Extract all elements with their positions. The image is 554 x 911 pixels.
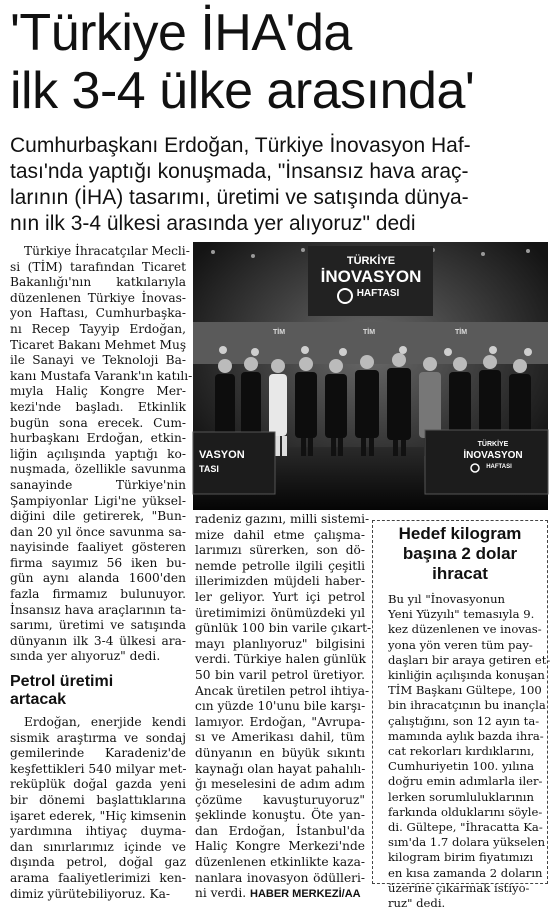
text-line: dünyanın en büyük sıkıntı [195,745,365,760]
sidebar-title [372,524,548,584]
text-line: larımızı sürerken, son dö- [195,543,365,558]
article-column-1 [10,244,193,902]
text-line: Şampiyonlar Ligi'ne yüksel- [10,493,186,508]
left-screen [193,432,275,494]
text-line: çözüme kavuşturuyoruz" [195,792,365,807]
text-line: nemde petrolle ilgili çeşitli [195,558,365,573]
text-line: keşfettikleri 540 milyar met- [10,761,187,776]
event-photo [193,242,548,510]
text-line: dan Erdoğan, İstanbul'da [195,823,365,838]
text-line: ğı meselesini de adım adım [195,777,365,792]
text-line-words: ni verdi. [195,886,247,901]
sidebar-title-line: ihracat [432,564,488,583]
text-line: 50 bin varil petrol üretiyor. [195,667,365,682]
text-line: sismik araştırma ve sondaj [10,730,186,745]
text-line: dünyanın ilk 3-4 ülkesi ara- [10,633,186,648]
right-screen [425,430,548,494]
subheadline [10,133,548,237]
text-line: nuşmada, özellikle savunma [10,462,186,477]
text-line: üzerine çıkarmak istiyo- [388,880,530,895]
screen-text: TASI [199,464,219,474]
column-1-paragraph [10,244,193,665]
text-line: Cumhuriyetin 100. yılına [388,759,534,774]
text-line: ler geliyor. Yurt içi petrol [195,589,365,604]
text-line: illerimizden müjdeli haber- [195,574,365,589]
subheadline-line: Cumhurbaşkanı Erdoğan, Türkiye İnovasyon Haf- [10,134,471,157]
text-line: gemilerinde Karadeniz'de [10,746,186,761]
banner-text: TÜRKİYE [346,255,396,267]
text-line: sanayinde Türkiye'nin [10,477,186,492]
text-line: Bakanlığı'nın katkılarıyla [10,275,186,290]
text-line: yardımına ihtiyaç duyma- [10,824,186,839]
text-line: lamıyor. Erdoğan, "Avrupa- [195,714,365,729]
text-line: farkında olduklarını söyle- [388,804,543,819]
banner-text: HAFTASI [356,288,400,299]
sidebar-title-line: başına 2 dolar [402,544,518,563]
text-line: nı Recep Tayyip Erdoğan, [10,321,186,336]
headline-line: ilk 3-4 ülke arasında' [10,62,475,120]
text-line: yona yön veren tüm pay- [388,637,533,652]
article-column-2 [195,512,372,903]
text-line: liğin açılışında yaptığı ko- [10,446,186,461]
text-line: fazla firmamız bulunuyor. [10,587,186,602]
text-line: Ticaret Bakanı Mehmet Muş [10,337,187,352]
text-line: İnsansız hava araçlarının ta- [10,602,186,617]
text-line: dan sınırlarımız içinde ve [10,839,186,854]
text-line: Yeni Yüzyılı" temasıyla 9. [388,607,535,622]
text-line: lerken sorumluluklarının [388,789,534,804]
text-line: mayı planlıyoruz" bilgisini [195,636,365,651]
text-line: mamında aylık bazda ihra- [388,728,544,743]
text-line: si (TİM) tarafından Ticaret [10,259,186,274]
text-line: ruz" dedi. [388,896,446,911]
text-line: en kısa zamanda 2 doların [388,865,543,880]
text-line: di. Gültepe, "İhracatta Ka- [388,820,543,835]
text-line: mıyla Haliç Kongre Mer- [10,384,186,399]
text-line: kez düzenlenen ve inovas- [388,622,542,637]
headline-line: 'Türkiye İHA'da [10,4,352,62]
text-line: sında yer alıyoruz" dedi. [10,649,161,664]
screen-text: TÜRKİYE [477,441,509,448]
text-line: nayisinde faaliyet gösteren [10,540,186,555]
text-line: şeklinde konuştu. Öte yan- [195,808,365,823]
screen-text: HAFTASI [486,464,512,470]
sidebar-box [372,520,551,911]
tim-logo: TİM [455,329,468,336]
text-line: sarımı, üretimi ve satışında [10,618,186,633]
column-2-paragraph [195,512,372,903]
text-line: radeniz gazını, milli sistemi- [195,512,370,526]
text-line: bugün sona erecek. Cum- [10,415,186,430]
text-line: dimiz yürütebiliyoruz. Ka- [10,886,171,901]
text-line: verdi. Türkiye halen günlük [195,652,367,667]
text-line: yon Haftası, Cumhurbaşka- [10,306,186,321]
text-line: sı ve Amerikası dahil, tüm [195,730,365,745]
tim-logo: TİM [363,329,376,336]
text-line: kinliğin açılışında konuşan [388,668,545,683]
subheadline-line: tası'nda yaptığı konuşmada, "İnsansız hava araç- [10,160,469,183]
text-line: bin ihracatçının bu inançla [388,698,546,713]
text-line: Erdoğan, enerjide kendi [24,715,186,730]
text-line: kanı Mustafa Varank'ın katılı- [10,368,193,383]
byline-credit: HABER MERKEZİ/AA [250,888,361,901]
text-line: reküplük doğal gazda yeni [10,777,186,792]
text-line: firma sayımız 56 iken bu- [10,555,186,570]
section-heading [10,673,186,709]
text-line [195,886,365,903]
screen-text: VASYON [199,449,245,461]
text-line: üretimimizi önümüzdeki yıl [195,605,365,620]
text-line: cın yüzde 10'unu bile karşı- [195,699,366,714]
text-line: TİM Başkanı Gültepe, 100 [388,683,542,698]
text-line: günlük 100 bin varile çıkart- [195,621,372,636]
text-line: arama faaliyetlerimizi ken- [10,870,186,885]
text-line: düzenlenen Türkiye İnovas- [10,290,186,305]
section-heading-line: Petrol üretimi [10,673,114,691]
text-line: cat rekorları kırdıklarını, [388,744,535,759]
text-line: düzenlenen etkinlikte kaza- [195,855,365,870]
text-line: gün aynı alanda 1600'den [10,571,186,586]
text-line: nanlara inovasyon ödülleri- [195,870,365,885]
text-line: mize dahil etme çalışma- [195,527,365,542]
text-line: çalıştığını, son 12 ayın ta- [388,713,540,728]
text-line: dan 20 yıl önce savunma sa- [10,524,186,539]
text-line: kilogram birim fiyatımızı [388,850,534,865]
text-line: hurbaşkanı Erdoğan, etkin- [10,431,186,446]
subheadline-line: nın ilk 3-4 ülkesi arasında yer alıyoruz" dedi [10,212,416,235]
screen-text: İNOVASYON [463,450,523,461]
stage-illustration [193,242,548,510]
text-line: diğini dile getirerek, "Bun- [10,509,186,524]
text-line: kezi'nde başladı. Etkinlik [10,399,186,414]
text-line: Bu yıl "İnovasyonun [388,592,506,606]
section-heading-line: artacak [10,691,67,709]
text-line: sım'da 1.7 dolara yükselen [388,835,546,850]
banner-text: İNOVASYON [320,267,422,286]
text-line: ile Sanayi ve Teknoloji Ba- [10,353,186,368]
column-1-paragraph [10,715,186,902]
text-line: doğru emin adımlarla iler- [388,774,543,789]
text-line: Ancak üretilen petrol ihtiya- [195,683,370,698]
subheadline-line: larının (İHA) tasarımı, üretimi ve satışında dünya- [10,186,469,209]
text-line: kaynağı olan hayat pahalılı- [195,761,366,776]
text-line: daşları bir araya getiren et- [388,652,551,667]
text-line: dışında petrol, doğal gaz [10,855,186,870]
text-line: işaret ederek, "Hiç kimsenin [10,808,187,823]
sidebar-body [388,592,551,911]
sidebar-title-line: Hedef kilogram [398,524,522,543]
headline [10,4,550,120]
text-line: Türkiye İhracatçılar Mecli- [24,244,190,258]
text-line: bir dönemi başlattıklarına [10,793,186,807]
tim-logo: TİM [273,329,286,336]
text-line: Haliç Kongre Merkezi'nde [195,839,365,854]
